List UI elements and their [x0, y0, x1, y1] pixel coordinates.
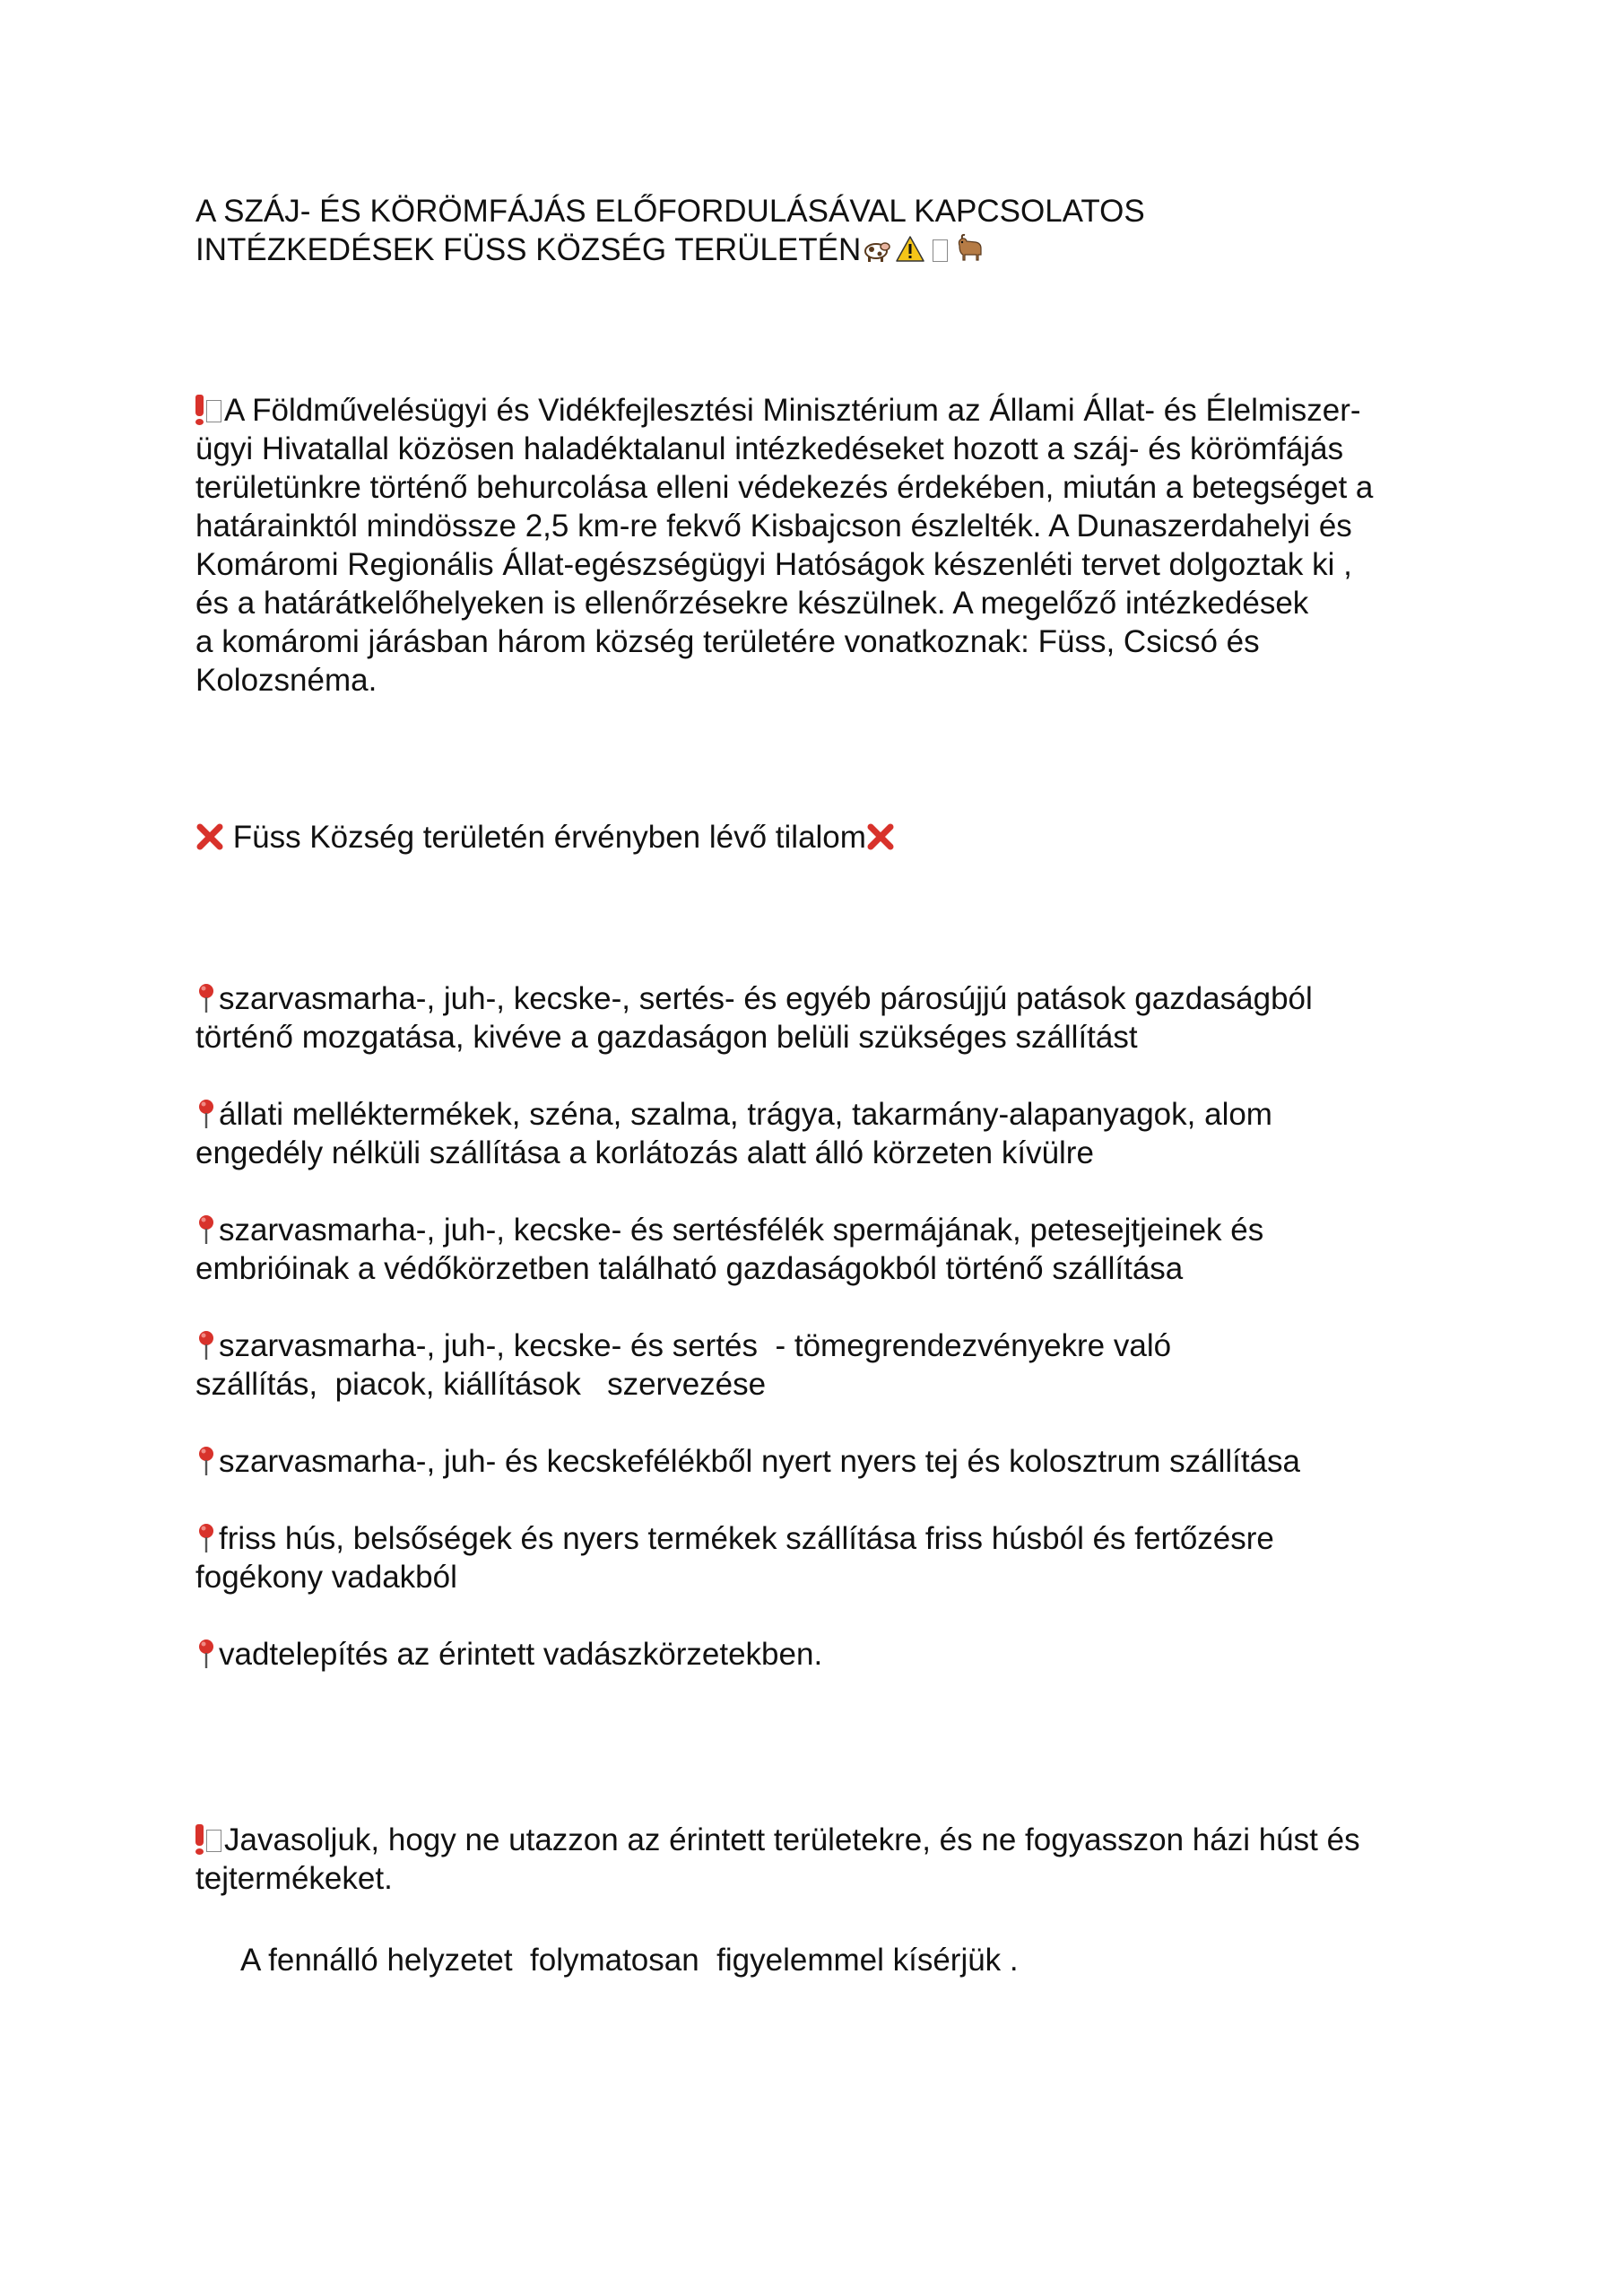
list-item-line — [195, 1095, 1451, 1134]
pushpin-icon — [195, 982, 217, 1014]
intro-line — [195, 391, 1451, 430]
list-item-text: embrióinak a védőkörzetben található gazdaságokból történő szállítása — [195, 1251, 1184, 1286]
list-item-text: vadtelepítés az érintett vadászkörzetekben. — [219, 1637, 823, 1672]
cross-mark-icon — [195, 822, 224, 860]
ban-heading — [195, 818, 1451, 860]
list-item-text: szarvasmarha-, juh-, kecske- és sertésfélék spermájának, petesejtjeinek és — [219, 1213, 1264, 1248]
goat-icon — [954, 233, 985, 273]
list-item-line — [195, 1326, 1451, 1365]
title-line-1: A SZÁJ- ÉS KÖRÖMFÁJÁS ELŐFORDULÁSÁVAL KAPCSOLATOS — [195, 194, 1145, 229]
advice-line-2: tejtermékeket. — [195, 1861, 393, 1896]
list-item-text: állati melléktermékek, széna, szalma, trágya, takarmány-alapanyagok, alom — [219, 1097, 1272, 1132]
intro-line: ügyi Hivatallal közösen haladéktalanul intézkedéseket hozott a száj- és körömfájás — [195, 431, 1344, 466]
exclamation-icon — [195, 395, 204, 425]
list-item — [195, 1519, 1451, 1596]
list-item-text: szarvasmarha-, juh-, kecske- és sertés - tömegrendezvényekre való — [219, 1328, 1172, 1363]
title-line-2-text: INTÉZKEDÉSEK FÜSS KÖZSÉG TERÜLETÉN — [195, 232, 862, 267]
list-item-line — [195, 1519, 1451, 1558]
pushpin-icon — [195, 1445, 217, 1477]
list-item — [195, 1442, 1451, 1481]
intro-line: területünkre történő behurcolása elleni védekezés érdekében, miután a betegséget a — [195, 470, 1374, 505]
intro-line: határainktól mindössze 2,5 km-re fekvő Kisbajcson észlelték. A Dunaszerdahelyi és — [195, 509, 1352, 544]
list-item-text: szarvasmarha-, juh- és kecskefélékből nyert nyers tej és kolosztrum szállítása — [219, 1444, 1301, 1479]
cross-mark-icon — [866, 822, 895, 860]
intro-paragraph — [195, 391, 1451, 700]
list-item-text: szállítás, piacok, kiállítások szervezése — [195, 1367, 767, 1402]
intro-line: Komáromi Regionális Állat-egészségügyi Hatóságok készenléti tervet dolgoztak ki , — [195, 547, 1352, 582]
intro-line: a komáromi járásban három község területére vonatkoznak: Füss, Csicsó és — [195, 624, 1260, 659]
pushpin-icon — [195, 1213, 217, 1246]
missing-glyph-box — [206, 1830, 221, 1852]
ban-heading-line — [195, 818, 1451, 860]
list-item-line — [195, 1442, 1451, 1481]
list-item-text: történő mozgatása, kivéve a gazdaságon belüli szükséges szállítást — [195, 1020, 1138, 1055]
exclamation-icon — [195, 1824, 204, 1855]
list-item — [195, 1211, 1451, 1288]
intro-line: Kolozsnéma. — [195, 663, 378, 698]
missing-glyph-box — [206, 400, 221, 422]
pushpin-icon — [195, 1522, 217, 1554]
list-item-text: fogékony vadakból — [195, 1560, 457, 1595]
document-title — [195, 192, 1451, 273]
list-item-line — [195, 1635, 1451, 1674]
pushpin-icon — [195, 1638, 217, 1670]
list-item — [195, 1326, 1451, 1404]
warning-icon — [895, 234, 925, 273]
list-item-line — [195, 1211, 1451, 1249]
pushpin-icon — [195, 1329, 217, 1361]
closing-statement — [240, 1941, 1496, 1979]
list-item-line — [195, 979, 1451, 1018]
list-item — [195, 1635, 1451, 1674]
title-line-2 — [195, 230, 1451, 273]
intro-line: és a határátkelőhelyeken is ellenőrzésekre készülnek. A megelőző intézkedések — [195, 586, 1309, 621]
prohibition-list — [195, 979, 1451, 1712]
list-item — [195, 979, 1451, 1057]
ban-heading-text: Füss Község területén érvényben lévő tilalom — [224, 820, 866, 855]
cow-icon — [861, 234, 891, 273]
advice-line-1: Javasoljuk, hogy ne utazzon az érintett területekre, és ne fogyasszon házi húst és — [224, 1822, 1360, 1857]
list-item-text: szarvasmarha-, juh-, kecske-, sertés- és egyéb párosújjú patások gazdaságból — [219, 981, 1313, 1016]
pushpin-icon — [195, 1098, 217, 1130]
missing-glyph-box — [933, 239, 948, 262]
list-item-text: friss hús, belsőségek és nyers termékek szállítása friss húsból és fertőzésre — [219, 1521, 1274, 1556]
advice-paragraph — [195, 1821, 1451, 1898]
list-item — [195, 1095, 1451, 1172]
list-item-text: engedély nélküli szállítása a korlátozás alatt álló körzeten kívülre — [195, 1135, 1094, 1170]
advice-line — [195, 1821, 1451, 1859]
closing-text: A fennálló helyzetet folymatosan figyelemmel kísérjük . — [240, 1943, 1019, 1978]
intro-line-text: A Földművelésügyi és Vidékfejlesztési Minisztérium az Állami Állat- és Élelmiszer- — [224, 393, 1361, 428]
